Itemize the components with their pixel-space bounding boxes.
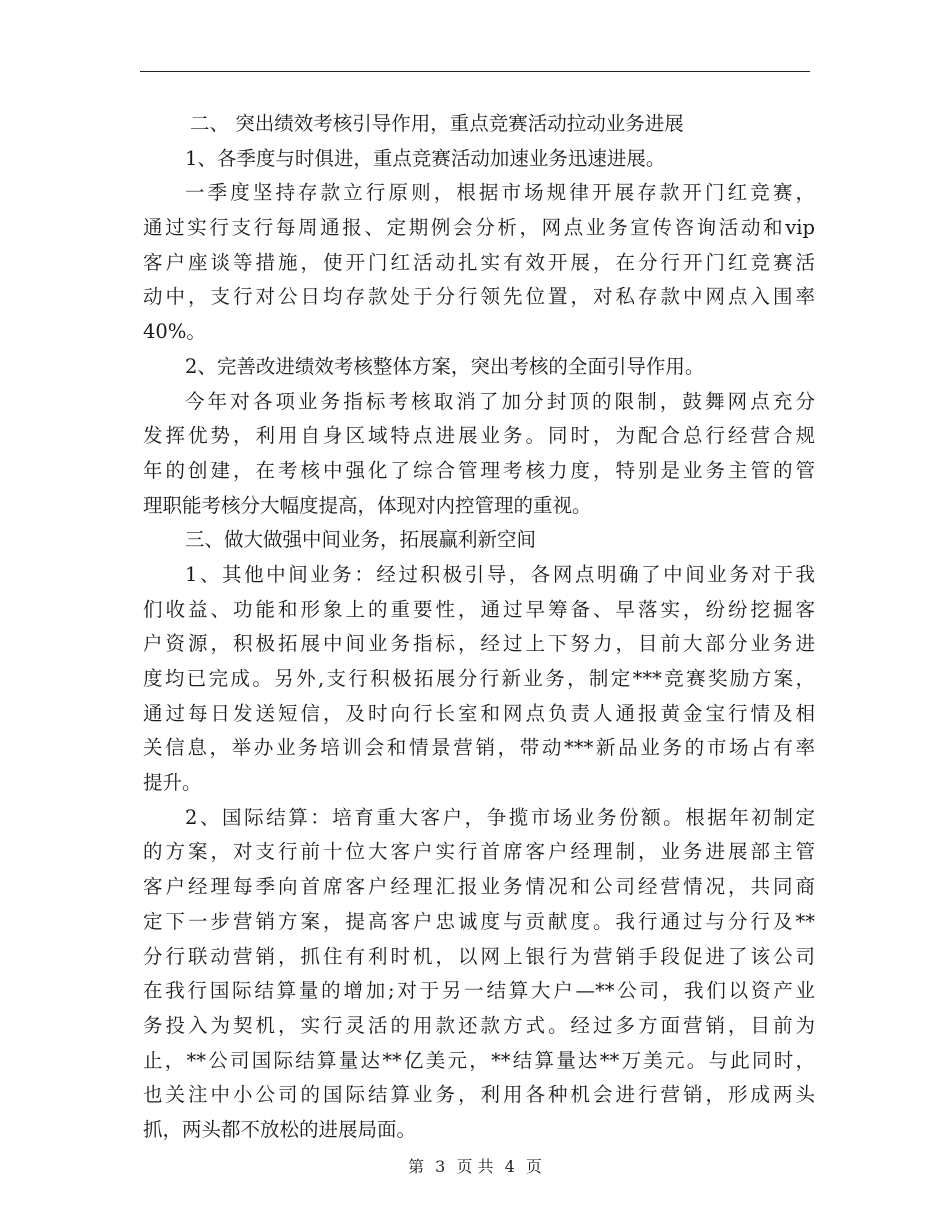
text-line: 们收益、功能和形象上的重要性，通过早筹备、早落实，纷纷挖掘客 — [143, 597, 815, 621]
page-footer — [0, 1154, 950, 1177]
footer-prefix: 第 — [408, 1157, 425, 1176]
text-line: 今年对各项业务指标考核取消了加分封顶的限制，鼓舞网点充分 — [185, 389, 815, 413]
text-line: 2、完善改进绩效考核整体方案，突出考核的全面引导作用。 — [185, 354, 705, 378]
document-body — [143, 107, 815, 1148]
text-line: 1、其他中间业务：经过积极引导，各网点明确了中间业务对于我 — [185, 562, 815, 586]
text-line: 1、各季度与时俱进，重点竞赛活动加速业务迅速进展。 — [185, 146, 666, 170]
footer-total-pages: 4 — [504, 1157, 515, 1176]
text-line: 客户座谈等措施，使开门红活动扎实有效开展，在分行开门红竞赛活 — [143, 250, 815, 274]
text-line: 理职能考核分大幅度提高，体现对内控管理的重视。 — [143, 493, 592, 517]
text-line: 抓，两头都不放松的进展局面。 — [143, 1117, 417, 1141]
text-line: 通过实行支行每周通报、定期例会分析，网点业务宣传咨询活动和vip — [143, 216, 815, 240]
header-rule — [140, 71, 810, 72]
text-line: 40%。 — [143, 320, 206, 344]
text-line: 三、做大做强中间业务，拓展赢利新空间 — [185, 528, 537, 552]
text-line: 务投入为契机，实行灵活的用款还款方式。经过多方面营销，目前为 — [143, 1013, 815, 1037]
text-line: 一季度坚持存款立行原则，根据市场规律开展存款开门红竞赛， — [185, 181, 815, 205]
text-line: 的方案，对支行前十位大客户实行首席客户经理制，业务进展部主管 — [143, 840, 815, 864]
text-line: 止，**公司国际结算量达**亿美元，**结算量达**万美元。与此同时， — [143, 1048, 815, 1072]
text-line: 提升。 — [143, 771, 202, 795]
text-line: 客户经理每季向首席客户经理汇报业务情况和公司经营情况，共同商 — [143, 875, 815, 899]
text-line: 分行联动营销，抓住有利时机，以网上银行为营销手段促进了该公司 — [143, 944, 815, 968]
text-line: 发挥优势，利用自身区域特点进展业务。同时，为配合总行经营合规 — [143, 424, 815, 448]
footer-page-number: 3 — [435, 1157, 446, 1176]
text-line: 二、 突出绩效考核引导作用，重点竞赛活动拉动业务进展 — [190, 112, 684, 135]
text-line: 年的创建，在考核中强化了综合管理考核力度，特别是业务主管的管 — [143, 458, 815, 482]
text-line: 在我行国际结算量的增加;对于另一结算大户—**公司，我们以资产业 — [143, 979, 815, 1003]
text-line: 动中，支行对公日均存款处于分行领先位置，对私存款中网点入围率 — [143, 285, 815, 309]
text-line: 通过每日发送短信，及时向行长室和网点负责人通报黄金宝行情及相 — [143, 701, 815, 725]
footer-middle: 页 共 — [456, 1157, 494, 1176]
text-line: 2、国际结算：培育重大客户，争揽市场业务份额。根据年初制定 — [185, 805, 815, 829]
text-line: 也关注中小公司的国际结算业务，利用各种机会进行营销，形成两头 — [143, 1083, 815, 1107]
text-line: 关信息，举办业务培训会和情景营销，带动***新品业务的市场占有率 — [143, 736, 815, 760]
footer-suffix: 页 — [525, 1157, 542, 1176]
text-line: 度均已完成。另外,支行积极拓展分行新业务，制定***竞赛奖励方案， — [143, 667, 815, 690]
text-line: 户资源，积极拓展中间业务指标，经过上下努力，目前大部分业务进 — [143, 632, 815, 656]
text-line: 定下一步营销方案，提高客户忠诚度与贡献度。我行通过与分行及** — [143, 909, 815, 933]
